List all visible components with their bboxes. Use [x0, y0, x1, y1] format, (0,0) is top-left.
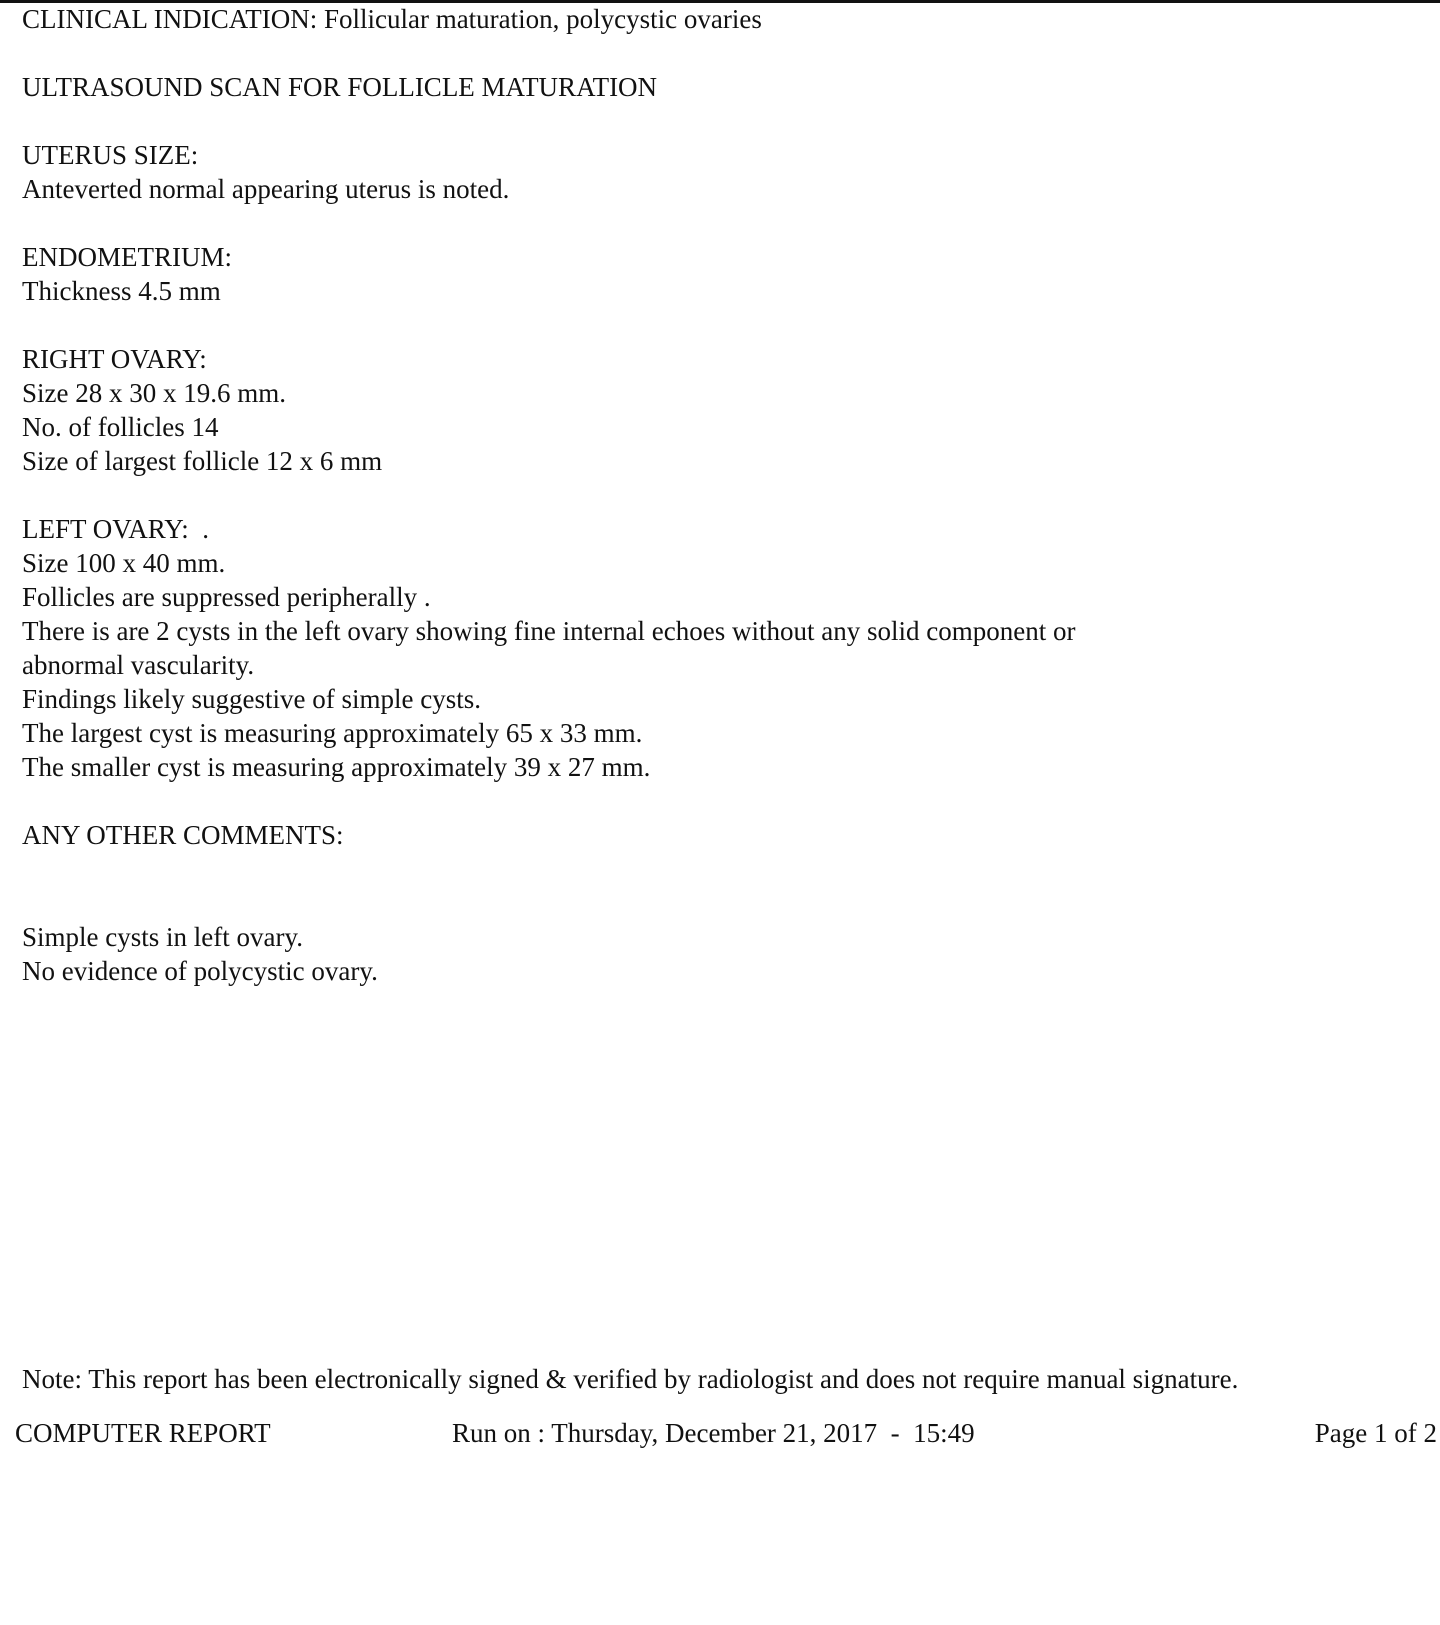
endometrium-thickness: Thickness 4.5 mm — [22, 276, 221, 306]
left-ovary-cysts: There is are 2 cysts in the left ovary showing fine internal echoes without any solid component or — [22, 616, 1076, 646]
impression-line: Simple cysts in left ovary. — [22, 922, 303, 952]
uterus-section — [22, 138, 1422, 206]
uterus-finding: Anteverted normal appearing uterus is noted. — [22, 174, 510, 204]
left-ovary-smaller-cyst: The smaller cyst is measuring approximately 39 x 27 mm. — [22, 752, 651, 782]
endometrium-section — [22, 240, 1422, 308]
scan-title: ULTRASOUND SCAN FOR FOLLICLE MATURATION — [22, 72, 658, 102]
comments-heading: ANY OTHER COMMENTS: — [22, 820, 344, 850]
spacer — [22, 478, 1422, 512]
left-ovary-findings: Findings likely suggestive of simple cysts. — [22, 684, 481, 714]
left-ovary-follicles: Follicles are suppressed peripherally . — [22, 582, 431, 612]
spacer — [22, 308, 1422, 342]
uterus-heading: UTERUS SIZE: — [22, 140, 199, 170]
right-ovary-largest-follicle: Size of largest follicle 12 x 6 mm — [22, 446, 383, 476]
spacer — [22, 206, 1422, 240]
endometrium-heading: ENDOMETRIUM: — [22, 242, 232, 272]
report-body — [22, 2, 1422, 988]
right-ovary-size: Size 28 x 30 x 19.6 mm. — [22, 378, 286, 408]
spacer — [22, 36, 1422, 70]
clinical-indication: CLINICAL INDICATION: Follicular maturation, polycystic ovaries — [22, 4, 762, 34]
footer-report-type: COMPUTER REPORT — [15, 1418, 271, 1448]
signature-note: Note: This report has been electronically signed & verified by radiologist and does not require manual signature. — [22, 1364, 1239, 1394]
spacer — [22, 104, 1422, 138]
right-ovary-follicle-count: No. of follicles 14 — [22, 412, 219, 442]
spacer — [22, 784, 1422, 818]
report-footer — [15, 1416, 1437, 1450]
right-ovary-section — [22, 342, 1422, 478]
left-ovary-section — [22, 512, 1422, 784]
footer-run-date: Run on : Thursday, December 21, 2017 - 15:49 — [452, 1418, 975, 1448]
impression-line: No evidence of polycystic ovary. — [22, 956, 378, 986]
impression-section — [22, 920, 1422, 988]
right-ovary-heading: RIGHT OVARY: — [22, 344, 207, 374]
left-ovary-cysts-continued: abnormal vascularity. — [22, 650, 255, 680]
left-ovary-heading: LEFT OVARY: . — [22, 514, 210, 544]
footer-page-number: Page 1 of 2 — [1314, 1418, 1437, 1448]
spacer — [22, 852, 1422, 920]
left-ovary-size: Size 100 x 40 mm. — [22, 548, 226, 578]
left-ovary-largest-cyst: The largest cyst is measuring approximately 65 x 33 mm. — [22, 718, 643, 748]
